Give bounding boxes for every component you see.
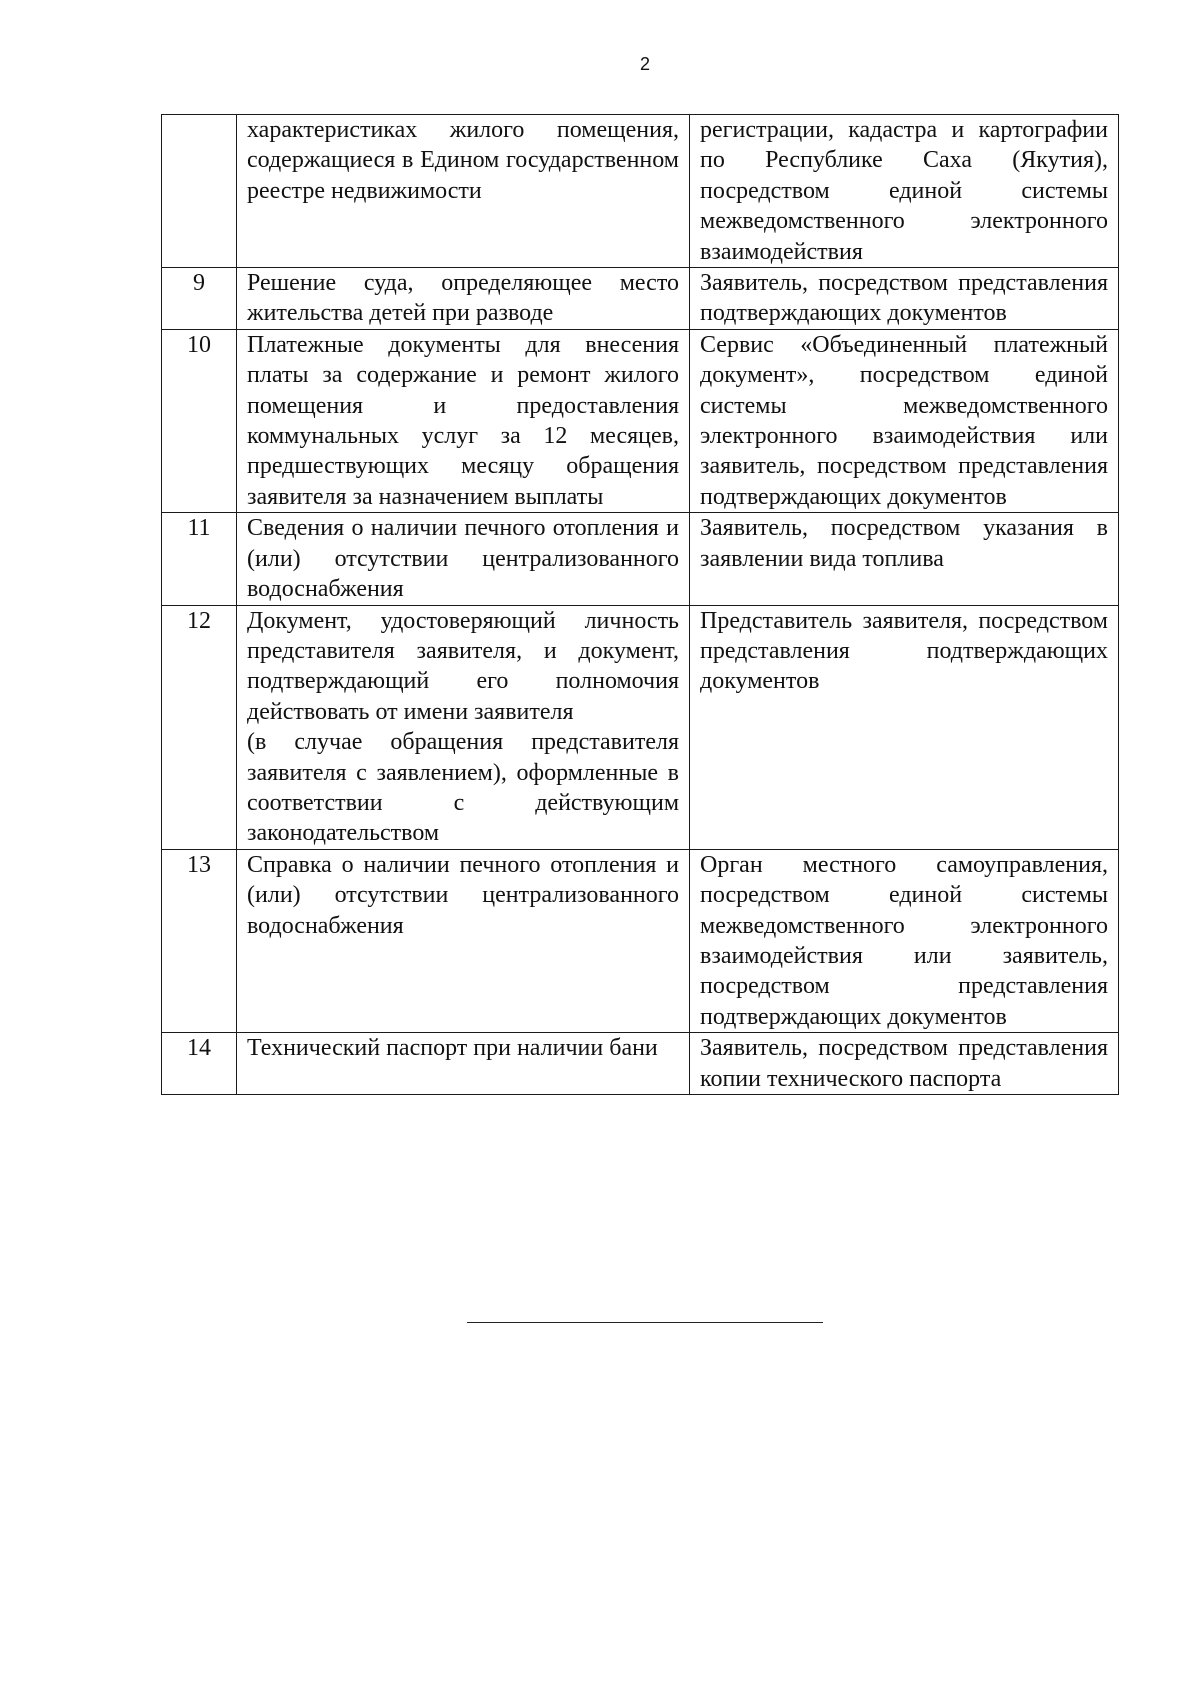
document-name-cell <box>237 1033 690 1095</box>
table-row <box>162 513 1119 605</box>
row-number: 9 <box>162 268 237 330</box>
document-source: Представитель заявителя, посредством представления подтверждающих документов <box>700 607 1108 695</box>
document-source-cell <box>690 329 1119 512</box>
document-name: Справка о наличии печного отопления и (или) отсутствии централизованного водоснабжения <box>247 851 679 939</box>
table-row <box>162 849 1119 1032</box>
row-number: 12 <box>162 605 237 849</box>
document-source: регистрации, кадастра и картографии по Республике Саха (Якутия), посредством единой системы межведомственного электронного взаимодействия <box>700 117 1108 265</box>
table-row <box>162 1033 1119 1095</box>
row-number: 10 <box>162 329 237 512</box>
document-source: Орган местного самоуправления, посредством единой системы межведомственного электронного взаимодействия или заявитель, посредством представления подтверждающих документов <box>700 851 1108 1030</box>
document-source-cell <box>690 115 1119 268</box>
page-number: 2 <box>639 54 650 74</box>
document-name: Технический паспорт при наличии бани <box>247 1035 658 1062</box>
table-row <box>162 329 1119 512</box>
document-source-cell <box>690 268 1119 330</box>
table-row <box>162 115 1119 268</box>
document-source: Заявитель, посредством представления подтверждающих документов <box>700 270 1108 327</box>
table-row <box>162 605 1119 849</box>
document-source: Заявитель, посредством представления копии технического паспорта <box>700 1035 1108 1092</box>
row-number: 13 <box>162 849 237 1032</box>
document-name-cell <box>237 849 690 1032</box>
document-source: Сервис «Объединенный платежный документ», посредством единой системы межведомственного электронного взаимодействия или заявитель, посредством представления подтверждающих документов <box>700 331 1108 510</box>
document-name: Документ, удостоверяющий личность представителя заявителя, и документ, подтверждающий его полномочия действовать от имени заявителя (в случае обращения представителя заявителя с заявлением), оформленные в соответствии с действующим законодательством <box>247 607 679 847</box>
document-name: характеристиках жилого помещения, содержащиеся в Едином государственном реестре недвижимости <box>247 117 679 204</box>
document-name: Сведения о наличии печного отопления и (или) отсутствии централизованного водоснабжения <box>247 515 679 603</box>
row-number <box>162 115 237 268</box>
document-name-cell <box>237 513 690 605</box>
end-of-document-line <box>467 1322 823 1323</box>
document-name-cell <box>237 329 690 512</box>
row-number: 14 <box>162 1033 237 1095</box>
document-name: Решение суда, определяющее место жительства детей при разводе <box>247 270 679 327</box>
document-name-cell <box>237 115 690 268</box>
table-row <box>162 268 1119 330</box>
document-name-cell <box>237 268 690 330</box>
documents-table <box>161 114 1119 1095</box>
document-source-cell <box>690 849 1119 1032</box>
document-source-cell <box>690 605 1119 849</box>
document-source-cell <box>690 1033 1119 1095</box>
document-source: Заявитель, посредством указания в заявлении вида топлива <box>700 515 1108 572</box>
document-source-cell <box>690 513 1119 605</box>
row-number: 11 <box>162 513 237 605</box>
document-name: Платежные документы для внесения платы за содержание и ремонт жилого помещения и предоставления коммунальных услуг за 12 месяцев, предшествующих месяцу обращения заявителя за назначением выплаты <box>247 331 679 510</box>
document-name-cell <box>237 605 690 849</box>
